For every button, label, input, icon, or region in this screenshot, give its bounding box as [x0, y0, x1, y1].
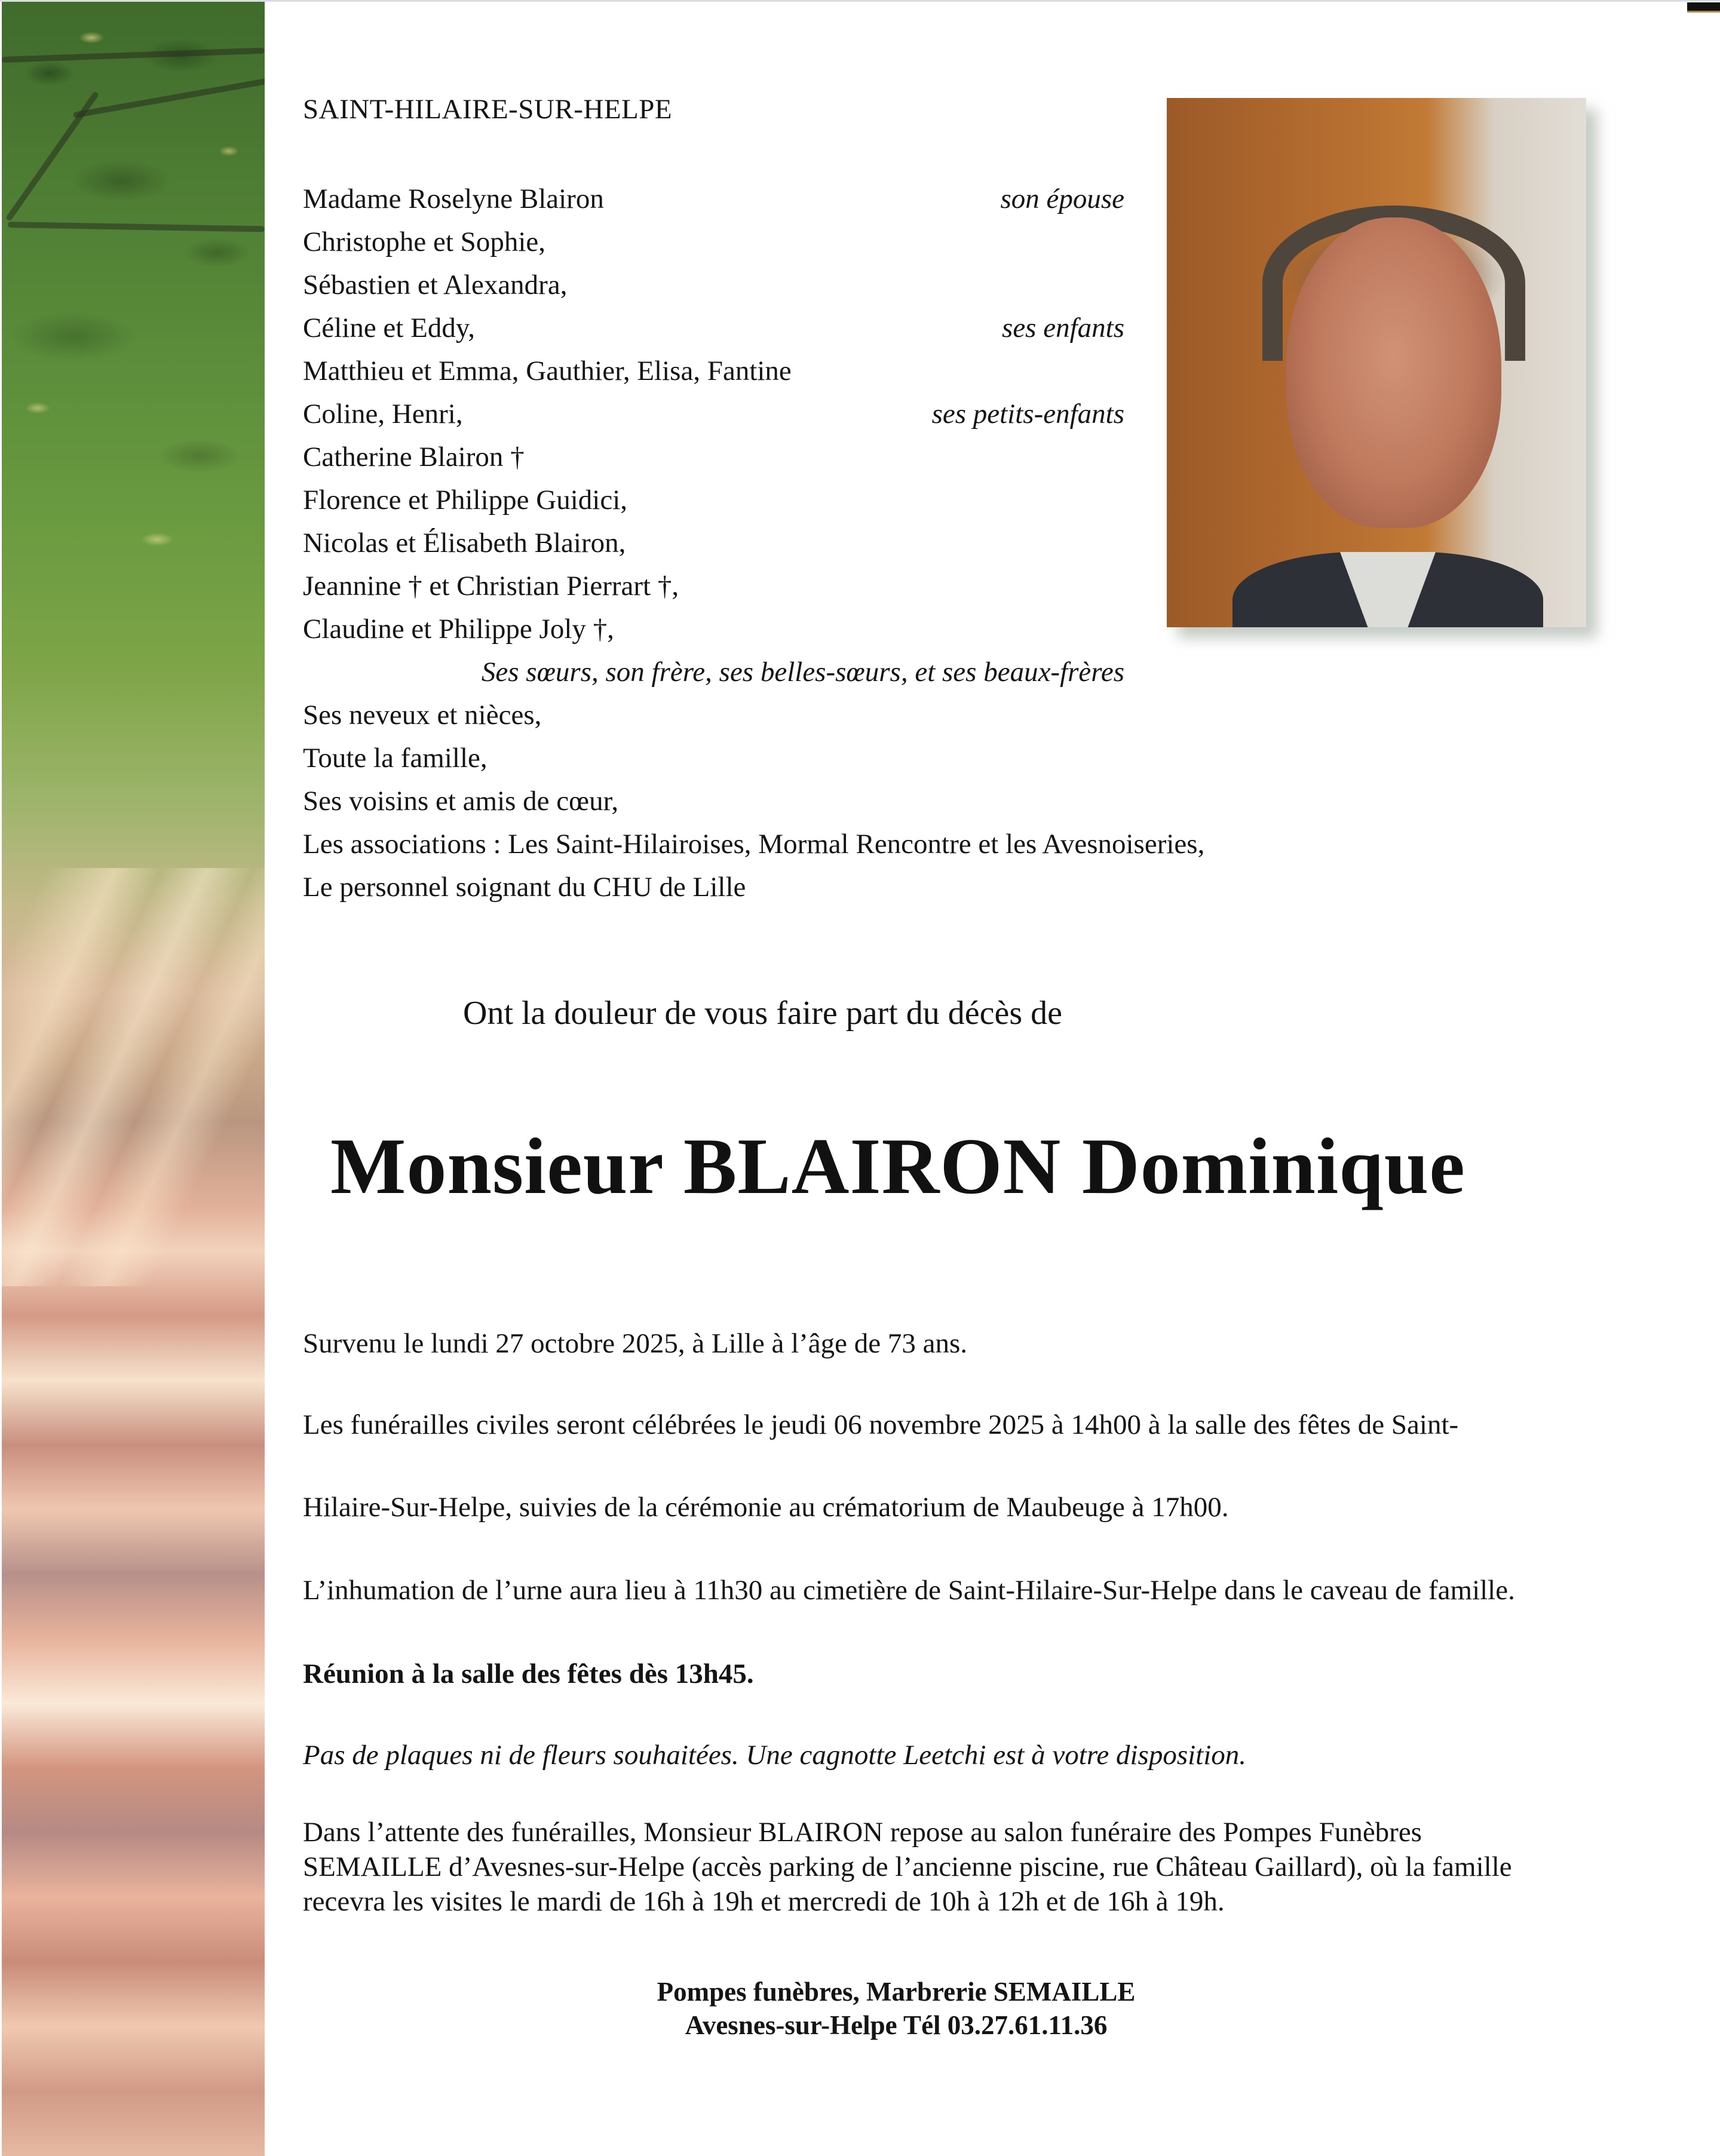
family-name: Claudine et Philippe Joly †, [303, 614, 614, 645]
family-name: Jeannine † et Christian Pierrart †, [303, 571, 679, 602]
others-line: Ses neveux et nièces, [303, 700, 542, 731]
family-relation: ses petits-enfants [931, 398, 1124, 430]
family-name: Céline et Eddy, [303, 312, 476, 344]
family-name: Sébastien et Alexandra, [303, 269, 568, 300]
funeral-line-1: Les funérailles civiles seront célébrées le jeudi 06 novembre 2025 à 14h00 à la salle des fêtes de Saint- [303, 1409, 1459, 1440]
announcement-intro: Ont la douleur de vous faire part du décès de [463, 995, 1062, 1032]
deceased-name: Monsieur BLAIRON Dominique [330, 1122, 1465, 1210]
others-line: Toute la famille, [303, 743, 488, 774]
footer-company: Pompes funèbres, Marbrerie SEMAILLE [657, 1977, 1136, 2007]
siblings-caption: Ses sœurs, son frère, ses belles-sœurs, et ses beaux-frères [481, 657, 1124, 688]
forest-path-decoration [2, 2, 265, 2156]
family-name: Catherine Blairon † [303, 441, 525, 473]
others-line: Le personnel soignant du CHU de Lille [303, 872, 746, 903]
family-name: Christophe et Sophie, [303, 226, 545, 257]
visitation-line: SEMAILLE d’Avesnes-sur-Helpe (accès parking de l’ancienne piscine, rue Château Gaillard), où la famille [303, 1851, 1512, 1882]
others-line: Les associations : Les Saint-Hilairoises, Mormal Rencontre et les Avesnoiseries, [303, 829, 1205, 860]
family-name: Nicolas et Élisabeth Blairon, [303, 528, 626, 559]
burial-notice: L’inhumation de l’urne aura lieu à 11h30 au cimetière de Saint-Hilaire-Sur-Helpe dans le caveau de famille. [303, 1575, 1515, 1606]
visitation-line: Dans l’attente des funérailles, Monsieur BLAIRON repose au salon funéraire des Pompes Funèbres [303, 1817, 1422, 1848]
family-name: Madame Roselyne Blairon [303, 183, 604, 214]
family-name: Florence et Philippe Guidici, [303, 484, 628, 516]
sun-rays [2, 868, 265, 1286]
family-relation: ses enfants [1002, 312, 1124, 344]
family-name: Coline, Henri, [303, 398, 463, 430]
family-name: Matthieu et Emma, Gauthier, Elisa, Fantine [303, 355, 792, 387]
meeting-notice: Réunion à la salle des fêtes dès 13h45. [303, 1658, 754, 1689]
visitation-line: recevra les visites le mardi de 16h à 19h et mercredi de 10h à 12h et de 16h à 19h. [303, 1886, 1225, 1917]
place-heading: SAINT-HILAIRE-SUR-HELPE [303, 94, 673, 125]
footer-contact: Avesnes-sur-Helpe Tél 03.27.61.11.36 [685, 2010, 1108, 2040]
portrait-photo [1167, 98, 1586, 627]
family-relation: son épouse [1000, 183, 1124, 214]
funeral-line-2: Hilaire-Sur-Helpe, suivies de la cérémonie au crématorium de Maubeuge à 17h00. [303, 1492, 1229, 1523]
others-line: Ses voisins et amis de cœur, [303, 786, 619, 817]
scan-corner-mark [1687, 2, 1720, 13]
flowers-note: Pas de plaques ni de fleurs souhaitées. Une cagnotte Leetchi est à votre disposition. [303, 1740, 1247, 1771]
portrait-face [1286, 217, 1501, 528]
death-notice: Survenu le lundi 27 octobre 2025, à Lille à l’âge de 73 ans. [303, 1328, 968, 1359]
